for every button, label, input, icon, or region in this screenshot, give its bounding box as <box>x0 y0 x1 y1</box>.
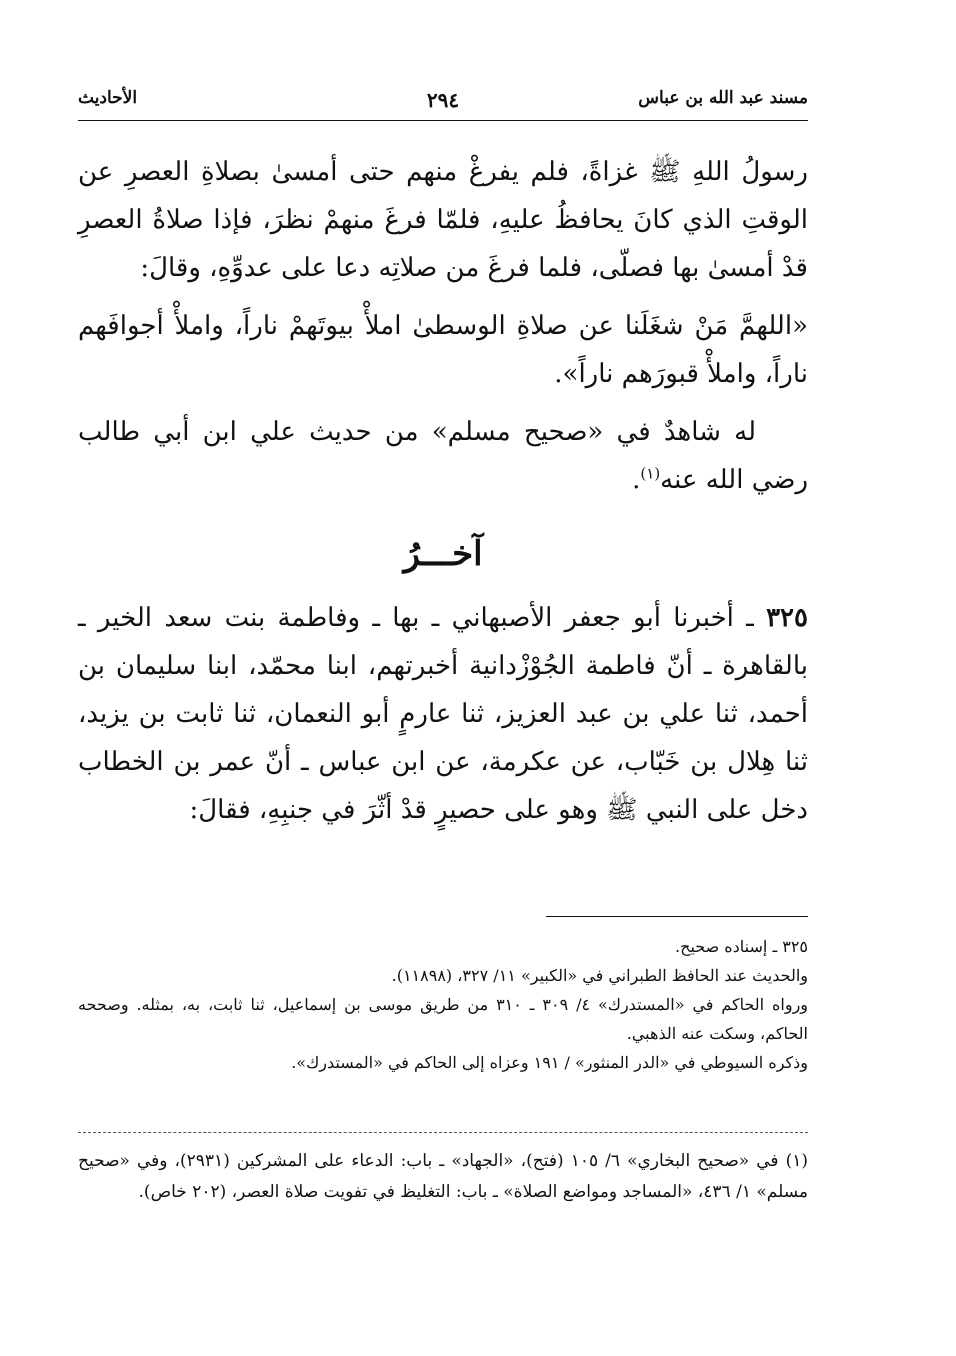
takhrij-number: ٣٢٥ <box>782 937 808 956</box>
paragraph-hadith <box>78 594 808 834</box>
takhrij-line: ورواه الحاكم في «المستدرك» ٤/ ٣٠٩ ـ ٣١٠ من طريق موسى بن إسماعيل، ثنا ثابت، به، بمثله. وصححه الحاكم، وسكت عنه الذهبي. <box>78 995 809 1043</box>
witness-end: . <box>632 465 641 495</box>
takhrij-line: والحديث عند الحافظ الطبراني في «الكبير» ١١/ ٣٢٧، (١١٨٩٨). <box>391 966 808 985</box>
running-head <box>78 88 808 120</box>
takhrij-rule <box>546 916 808 917</box>
main-text <box>78 148 808 834</box>
witness-text: له شاهدٌ في «صحيح مسلم» من حديث علي ابن أبي طالب رضي الله عنه <box>78 417 808 495</box>
footnote-rule <box>78 1132 808 1133</box>
section-heading: آخـــرُ <box>403 534 483 574</box>
takhrij-line-text: ـ إسناده صحيح. <box>675 937 778 956</box>
paragraph-supplication: «اللهمَّ مَنْ شغَلَنا عن صلاةِ الوسطىٰ املأْ بيوتَهمْ ناراً، واملأْ أجوافَهم ناراً، واملأْ قبورَهم ناراً». <box>78 311 808 389</box>
paragraph-witness <box>78 408 808 504</box>
footnotes <box>78 1146 808 1208</box>
section-title: الأحاديث <box>78 88 138 108</box>
book-title: مسند عبد الله بن عباس <box>638 88 808 108</box>
hadith-text: ـ أخبرنا أبو جعفر الأصبهاني ـ بها ـ وفاطمة بنت سعد الخير ـ بالقاهرة ـ أنّ فاطمة الجُوْزْدانية أخبرتهم، ابنا محمّد، ابنا سليمان بن أحمد، ثنا علي بن عبد العزيز، ثنا عارمٍ أبو النعمان، ثنا ثابت بن يزيد، ثنا هِلال بن خَبّاب، عن عكرمة، عن ابن عباس ـ أنّ عمر بن الخطاب دخل على النبي ﷺ وهو على حصيرٍ قدْ أثّرَ في جنبِهِ، فقالَ: <box>78 603 808 825</box>
takhrij-notes <box>78 932 808 1077</box>
header-rule <box>78 120 808 121</box>
hadith-number: ٣٢٥ <box>766 603 808 633</box>
page-number: ٢٩٤ <box>426 88 460 112</box>
paragraph-narration: رسولُ اللهِ ﷺ غزاةً، فلم يفرغْ منهم حتى أمسىٰ بصلاةِ العصرِ عن الوقتِ الذي كانَ يحافظُ عليهِ، فلمّا فرغَ منهمْ نظرَ، فإذا صلاةُ العصرِ قدْ أمسىٰ بها فصلّى، فلما فرغَ من صلاتِه دعا على عدوِّهِ، وقالَ: <box>78 157 808 283</box>
book-page <box>78 78 808 1338</box>
takhrij-line <box>78 932 808 961</box>
footnote-marker[interactable]: (١) <box>640 464 661 483</box>
takhrij-line: وذكره السيوطي في «الدر المنثور» / ١٩١ وعزاه إلى الحاكم في «المستدرك». <box>291 1053 808 1072</box>
footnote-1: (١) في «صحيح البخاري» ٦/ ١٠٥ (فتح)، «الجهاد» ـ باب: الدعاء على المشركين (٢٩٣١)، وفي «صحيح مسلم» ١/ ٤٣٦، «المساجد ومواضع الصلاة» ـ باب: التغليظ في تفويت صلاة العصر، (٢٠٢ خاص). <box>78 1151 808 1202</box>
